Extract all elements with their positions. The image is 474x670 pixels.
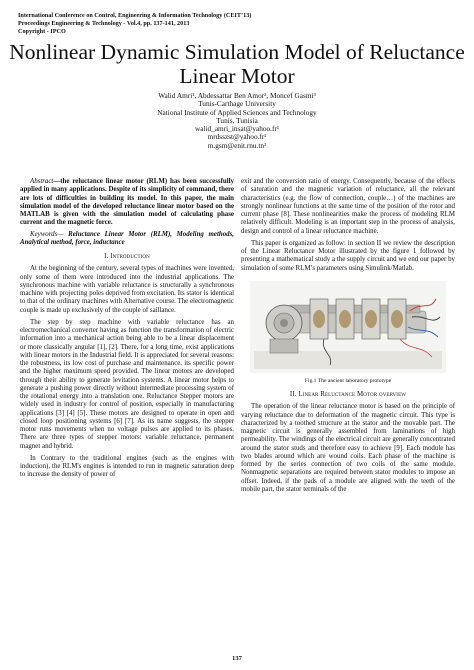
affiliation-2: National Institute of Applied Sciences and Technology	[157, 107, 317, 117]
keywords-label: Keywords	[30, 230, 58, 238]
email-3: m.gsm@enit.rnu.tn³	[207, 140, 267, 150]
affiliation-1: Tunis-Carthage University	[198, 99, 276, 109]
section-1-heading	[20, 253, 234, 261]
conference-header	[18, 12, 251, 36]
paragraph: The step by step machine with variable reluctance has an electromechanical converter having as function the transformation of electric information into a mechanical action being able to be a linear displacement or more classically angular [1], [2]. There, for a long time, exist applications with linear motors in the Industrial field. It is appreciated for several reasons: the robustness, its low cost of purchase and maintenance, its specific power and the higher maximum speed provided. The linear motors are developed through their ability to generate levitation systems. A linear motor helps to generate a pushing power directly without intermediate processing system of the rotational energy into a translation one. Reluctance Stepper motors are widely used in industry for control of position, especially in manufacturing applications [3] [4] [5]. These motors are designed to operate in open and closed loop positioning systems [6] [7]. As its name suggests, the stepper motor runs movements when no voltage pulses are applied to its phases. There are three types of stepper motors: variable reluctance, permanent magnet and hybrid.	[20, 318, 234, 450]
header-line-1: International Conference on Control, Engineering & Information Technology (CEIT’13)	[18, 12, 252, 19]
author-names: Walid Amri¹, Abdessattar Ben Amor², Moncef Gasmi³	[158, 91, 316, 100]
paragraph: This paper is organized as follow: in section II we review the description of the Linear Reluctance Motor illustrated by the figure 1 followed by presenting a mathematical study a the supply circuit and we end our paper by simulation of some RLM’s parameters using Simulink/Matlab.	[241, 239, 455, 272]
section-2-title: Linear Reluctance Motor overview	[298, 391, 407, 398]
right-column	[241, 178, 455, 494]
abstract-text: the reluctance linear motor (RLM) has been successfully applied in many applications. Despite of its simplicity of command, there are lots of difficulties in building its model. In this paper, the main simulation model of the developed reluctance linear motor based on the MATLAB is given with the simulation model of calculating phase current and the magnetic force.	[20, 178, 234, 227]
header-line-2: Proceedings Engineering & Technology - Vol.4, pp. 137-141, 2013	[18, 20, 190, 27]
figure-caption: Fig.1 The ancient laboratory prototype	[304, 377, 392, 384]
title-line-2: Linear Motor	[179, 64, 295, 88]
keywords-dash: —	[57, 230, 64, 238]
prototype-photo	[250, 281, 446, 373]
keywords-text: Reluctance Linear Motor (RLM), Modeling methods, Analytical method, force, inductance	[20, 230, 234, 246]
motor-prototype-illustration	[250, 281, 446, 373]
paper-title	[0, 40, 474, 88]
section-2-number: II.	[289, 391, 297, 398]
email-2: mrdsszst@yahoo.fr²	[207, 132, 267, 142]
affiliation-3: Tunis, Tunisia	[216, 115, 258, 125]
abstract-dash: —	[53, 178, 61, 185]
keywords	[20, 231, 234, 248]
paragraph: The operation of the linear reluctance motor is based on the principle of varying reluctance due to deformation of the magnetic circuit. This type is characterized by a toothed structure at the stator and the movable part. The magnetic circuit is generally assembled from laminations of high permeability. The windings of the electrical circuit are generally concentrated around the stator studs and therefore easy to achieve [9]. Each module has two blades around which are wound coils. Each phase of the machine is formed by the series connection of two coils of the same module. Nonmagnetic separations are required between stator modules to impose an offset. Indeed, if the pads of a module are aligned with the teeth of the mobile part, the stator terminals of the	[241, 403, 455, 493]
author-block	[0, 92, 474, 150]
section-1-title: Introduction	[110, 253, 150, 260]
email-1: walid_amri_insat@yahoo.fr¹	[194, 124, 280, 134]
paragraph: At the beginning of the century, several types of machines were invented, only some of them were introduced into the industrial applications. The synchronous machine with variable reluctance is structurally a synchronous machine with projecting poles deprived from excitation. Its stator is identical to that of the ordinary machines with Alternative course. The electromagnetic couple is made up exclusively of the couple of saillance.	[20, 265, 234, 314]
title-line-1: Nonlinear Dynamic Simulation Model of Reluctance	[9, 40, 465, 64]
section-1-number: I.	[104, 253, 109, 260]
header-line-3: Copyright - IPCO	[18, 28, 66, 35]
page-number: 137	[232, 655, 242, 662]
abstract	[20, 178, 234, 228]
paragraph: exit and the conversion ratio of energy. Consequently, because of the effects of saturation and the magnetic variation of reluctance, all the relevant characteristics (e.g. the flow of connection, couple…) of the machines are strongly nonlinear functions at the same time of the position of the rotor and current phase [8]. These nonlinearities make the process of modeling RLM relatively difficult. Modeling is an important step in the process of analysis, design and control of a linear reluctance machine.	[241, 178, 455, 235]
abstract-label: Abstract	[30, 178, 54, 185]
paragraph: In Contrary to the traditional engines (such as the engines with induction), the RLM's engines is intended to run in magnetic saturation deep to increase the density of power of	[20, 454, 234, 479]
section-2-heading	[241, 391, 455, 399]
left-column	[20, 178, 234, 480]
